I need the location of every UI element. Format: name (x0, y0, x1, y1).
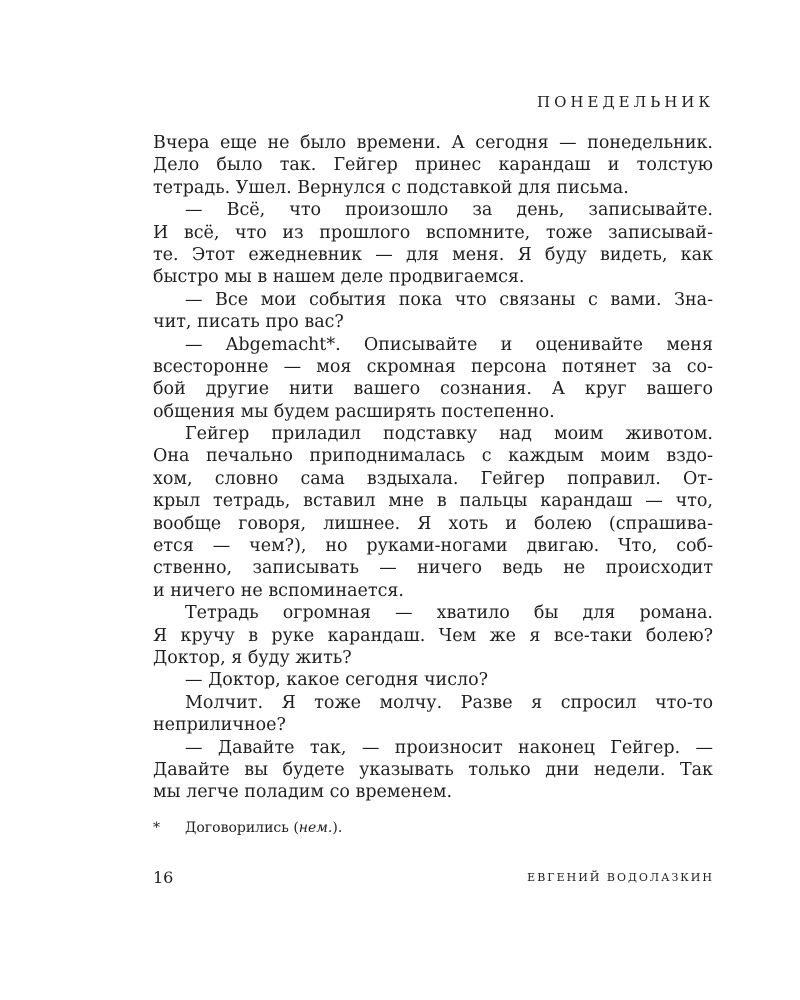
text-line: бой другие нити вашего сознания. А круг вашего (153, 379, 713, 400)
text-line: — Давайте так, — произносит наконец Гейгер. — (185, 737, 713, 758)
footnote-tail: ). (332, 820, 343, 836)
text-line: ственно, записывать — ничего ведь не происходит (153, 558, 713, 579)
footnote (153, 820, 342, 836)
text-line: Дело было так. Гейгер принес карандаш и толстую (153, 155, 713, 176)
text-line: Тетрадь огромная — хватило бы для романа. (185, 603, 713, 624)
text-line: Доктор, я буду жить? (153, 647, 352, 668)
text-line: хом, словно сама вздыхала. Гейгер поправил. От- (153, 468, 713, 489)
footnote-text: Договорились ( (185, 820, 299, 836)
running-head: ПОНЕДЕЛЬНИК (537, 93, 714, 111)
text-line: — Все мои события пока что связаны с вами. Зна- (185, 289, 713, 310)
author-name: ЕВГЕНИЙ ВОДОЛАЗКИН (527, 871, 714, 884)
text-line: Вчера еще не было времени. А сегодня — понедельник. (153, 133, 713, 153)
text-line: Гейгер приладил подставку над моим животом. (185, 424, 713, 445)
text-line: — Abgemacht*. Описывайте и оценивайте меня (185, 334, 713, 355)
text-line: вообще говоря, лишнее. Я хоть и болею (спрашива- (153, 513, 713, 534)
footnote-italic: нем. (298, 820, 333, 836)
text-line: и ничего не вспоминается. (153, 580, 404, 601)
text-line: быстро мы в нашем деле продвигаемся. (153, 267, 525, 288)
text-line: Она печально приподнималась с каждым моим вздо- (153, 446, 713, 467)
page-number: 16 (153, 868, 174, 887)
text-line: общения мы будем расширять постепенно. (153, 401, 555, 422)
text-line: неприличное? (153, 715, 286, 736)
text-line: мы легче поладим со временем. (153, 782, 453, 803)
body-text (153, 132, 713, 804)
text-line: крыл тетрадь, вставил мне в пальцы карандаш — что, (153, 491, 713, 512)
text-line: ется — чем?), но руками-ногами двигаю. Что, соб- (153, 536, 713, 557)
text-line: Я кручу в руке карандаш. Чем же я все-таки болею? (153, 625, 713, 646)
footnote-mark: * (153, 820, 160, 836)
text-line: И всё, что из прошлого вспомните, тоже записывай- (153, 222, 713, 243)
text-line: Молчит. Я тоже молчу. Разве я спросил что-то (185, 692, 713, 713)
text-line: чит, писать про вас? (153, 312, 344, 333)
text-line: тетрадь. Ушел. Вернулся с подставкой для письма. (153, 177, 629, 198)
text-line: всесторонне — моя скромная персона потянет за со- (153, 356, 713, 377)
text-line: те. Этот ежедневник — для меня. Я буду видеть, как (153, 244, 713, 265)
text-line: — Всё, что произошло за день, записывайте. (185, 200, 713, 221)
text-line: Давайте вы будете указывать только дни недели. Так (153, 759, 713, 780)
text-line: — Доктор, какое сегодня число? (185, 670, 489, 691)
